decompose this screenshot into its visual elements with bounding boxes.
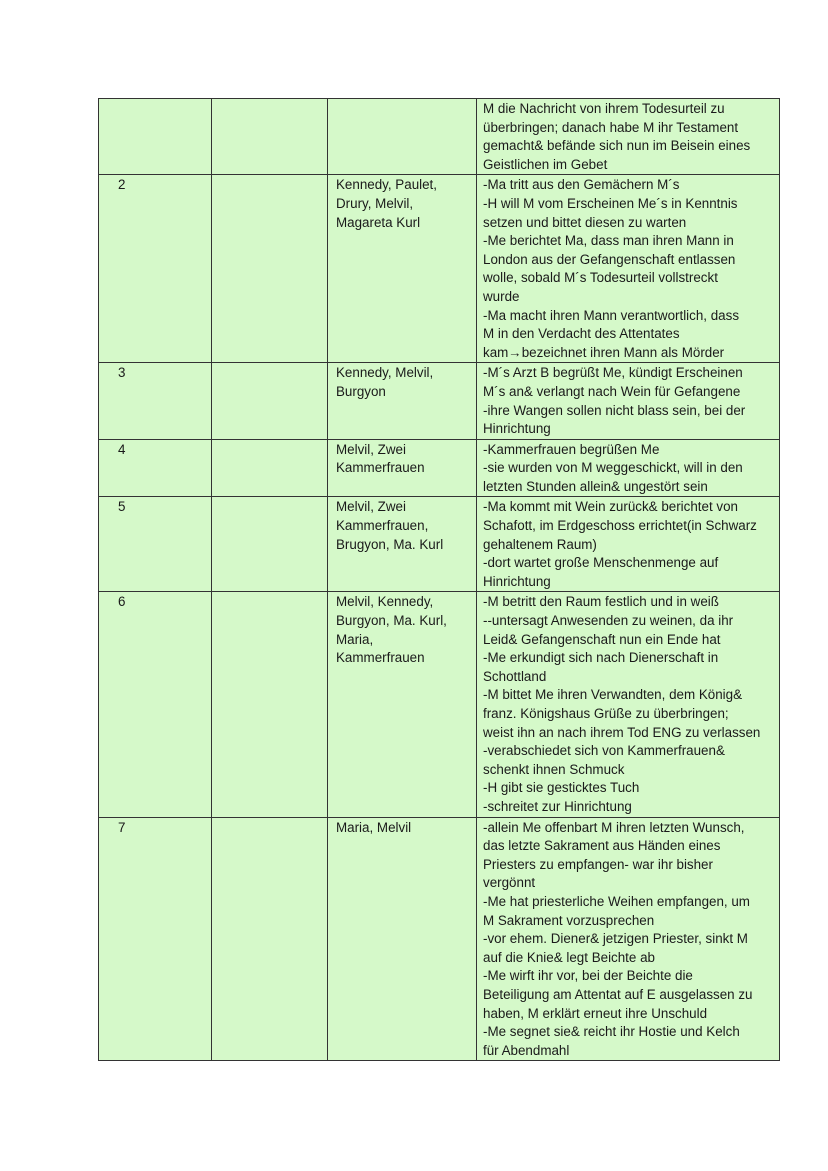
- empty-cell: [212, 363, 328, 439]
- scene-number: 7: [118, 819, 126, 835]
- scene-number-cell: [99, 817, 212, 1061]
- content-line: Geistlichen im Gebet: [483, 156, 608, 172]
- empty-cell: [212, 592, 328, 817]
- content-line: -sie wurden von M weggeschickt, will in den: [483, 460, 743, 476]
- content-line: -M bittet Me ihren Verwandten, dem König&: [483, 687, 743, 703]
- content-cell: [477, 363, 780, 439]
- empty-cell: [212, 497, 328, 592]
- persons-cell: [328, 99, 477, 175]
- content-line: London aus der Gefangenschaft entlassen: [483, 251, 736, 267]
- content-line: -Me segnet sie& reicht ihr Hostie und Kelch: [483, 1024, 740, 1040]
- content-line: -verabschiedet sich von Kammerfrauen&: [483, 743, 725, 759]
- content-line: M die Nachricht von ihrem Todesurteil zu: [483, 101, 725, 116]
- persons-cell: [328, 439, 477, 497]
- content-line: Schafott, im Erdgeschoss errichtet(in Schwarz: [483, 518, 757, 534]
- scene-number-cell: [99, 497, 212, 592]
- content-cell: [477, 592, 780, 817]
- content-line: für Abendmahl: [483, 1042, 570, 1058]
- person-line: Kammerfrauen,: [336, 518, 429, 534]
- content-cell: [477, 175, 780, 363]
- empty-cell: [212, 439, 328, 497]
- person-line: Melvil, Zwei: [336, 499, 406, 515]
- scene-number: 6: [118, 594, 126, 610]
- content-line: wurde: [483, 288, 520, 304]
- persons-cell: [328, 592, 477, 817]
- table-row: [99, 439, 780, 497]
- persons-cell: [328, 363, 477, 439]
- content-line: gemacht& befände sich nun im Beisein eines: [483, 138, 751, 154]
- content-cell: [477, 497, 780, 592]
- content-line: -Me berichtet Ma, dass man ihren Mann in: [483, 233, 734, 249]
- empty-cell: [212, 99, 328, 175]
- content-line: -dort wartet große Menschenmenge auf: [483, 555, 719, 571]
- content-line: gehaltenem Raum): [483, 536, 597, 552]
- table-row: [99, 99, 780, 175]
- person-line: Brugyon, Ma. Kurl: [336, 536, 444, 552]
- content-line: schenkt ihnen Schmuck: [483, 761, 625, 777]
- content-line: Beteiligung am Attentat auf E ausgelassen zu: [483, 986, 753, 1002]
- content-line: letzten Stunden allein& ungestört sein: [483, 478, 708, 494]
- content-line: auf die Knie& legt Beichte ab: [483, 949, 655, 965]
- table-row: [99, 592, 780, 817]
- scene-number: 4: [118, 441, 126, 457]
- content-line: -vor ehem. Diener& jetzigen Priester, sinkt M: [483, 931, 748, 947]
- person-line: Drury, Melvil,: [336, 195, 414, 211]
- content-line: Schottland: [483, 668, 547, 684]
- scene-number: 2: [118, 177, 126, 193]
- content-line: -H will M vom Erscheinen Me´s in Kenntnis: [483, 195, 738, 211]
- content-line: --untersagt Anwesenden zu weinen, da ihr: [483, 613, 734, 629]
- content-line: -M betritt den Raum festlich und in weiß: [483, 594, 719, 610]
- content-line: -Ma kommt mit Wein zurück& berichtet von: [483, 499, 738, 515]
- content-line: -H gibt sie gesticktes Tuch: [483, 780, 640, 796]
- content-line: setzen und bittet diesen zu warten: [483, 214, 687, 230]
- content-cell: [477, 439, 780, 497]
- scene-number-cell: [99, 363, 212, 439]
- content-line: -Me wirft ihr vor, bei der Beichte die: [483, 968, 693, 984]
- content-line: wolle, sobald M´s Todesurteil vollstreckt: [483, 270, 718, 286]
- scene-number-cell: [99, 175, 212, 363]
- content-line: kam→bezeichnet ihren Mann als Mörder: [483, 344, 725, 360]
- content-line: das letzte Sakrament aus Händen eines: [483, 838, 721, 854]
- content-line: vergönnt: [483, 875, 536, 891]
- person-line: Kennedy, Melvil,: [336, 365, 434, 381]
- table-row: [99, 363, 780, 439]
- scene-table: [98, 98, 780, 1061]
- empty-cell: [212, 817, 328, 1061]
- person-line: Magareta Kurl: [336, 214, 421, 230]
- content-line: -Me erkundigt sich nach Dienerschaft in: [483, 650, 719, 666]
- person-line: Melvil, Zwei: [336, 441, 406, 457]
- person-line: Maria, Melvil: [336, 819, 412, 835]
- scene-table-body: [99, 99, 780, 1061]
- person-line: Maria,: [336, 631, 374, 647]
- table-row: [99, 817, 780, 1061]
- content-line: M´s an& verlangt nach Wein für Gefangene: [483, 383, 741, 399]
- persons-cell: [328, 817, 477, 1061]
- person-line: Burgyon, Ma. Kurl,: [336, 613, 447, 629]
- content-line: -Ma tritt aus den Gemächern M´s: [483, 177, 680, 193]
- content-line: M in den Verdacht des Attentates: [483, 326, 680, 342]
- table-row: [99, 497, 780, 592]
- content-line: -Kammerfrauen begrüßen Me: [483, 441, 660, 457]
- empty-cell: [212, 175, 328, 363]
- scene-number-cell: [99, 99, 212, 175]
- scene-number-cell: [99, 439, 212, 497]
- content-line: -schreitet zur Hinrichtung: [483, 798, 632, 814]
- content-line: franz. Königshaus Grüße zu überbringen;: [483, 706, 729, 721]
- person-line: Burgyon: [336, 383, 386, 399]
- scene-number: 5: [118, 499, 126, 515]
- persons-cell: [328, 175, 477, 363]
- content-cell: [477, 99, 780, 175]
- person-line: Kennedy, Paulet,: [336, 177, 437, 193]
- content-line: -allein Me offenbart M ihren letzten Wunsch,: [483, 819, 745, 835]
- content-line: -ihre Wangen sollen nicht blass sein, bei der: [483, 402, 746, 418]
- content-line: Hinrichtung: [483, 573, 551, 589]
- content-line: -Ma macht ihren Mann verantwortlich, dass: [483, 307, 740, 323]
- content-line: weist ihn an nach ihrem Tod ENG zu verlassen: [483, 724, 761, 740]
- content-line: -Me hat priesterliche Weihen empfangen, um: [483, 893, 750, 909]
- person-line: Melvil, Kennedy,: [336, 594, 434, 610]
- content-line: -M´s Arzt B begrüßt Me, kündigt Erscheinen: [483, 365, 743, 381]
- content-line: M Sakrament vorzusprechen: [483, 912, 655, 928]
- persons-cell: [328, 497, 477, 592]
- person-line: Kammerfrauen: [336, 650, 425, 666]
- content-line: Hinrichtung: [483, 421, 551, 437]
- content-line: Priesters zu empfangen- war ihr bisher: [483, 856, 713, 872]
- content-line: überbringen; danach habe M ihr Testament: [483, 119, 739, 135]
- content-cell: [477, 817, 780, 1061]
- document-page: [98, 98, 779, 1061]
- scene-number-cell: [99, 592, 212, 817]
- person-line: Kammerfrauen: [336, 460, 425, 476]
- content-line: Leid& Gefangenschaft nun ein Ende hat: [483, 631, 721, 647]
- table-row: [99, 175, 780, 363]
- scene-number: 3: [118, 365, 126, 381]
- content-line: haben, M erklärt erneut ihre Unschuld: [483, 1005, 708, 1021]
